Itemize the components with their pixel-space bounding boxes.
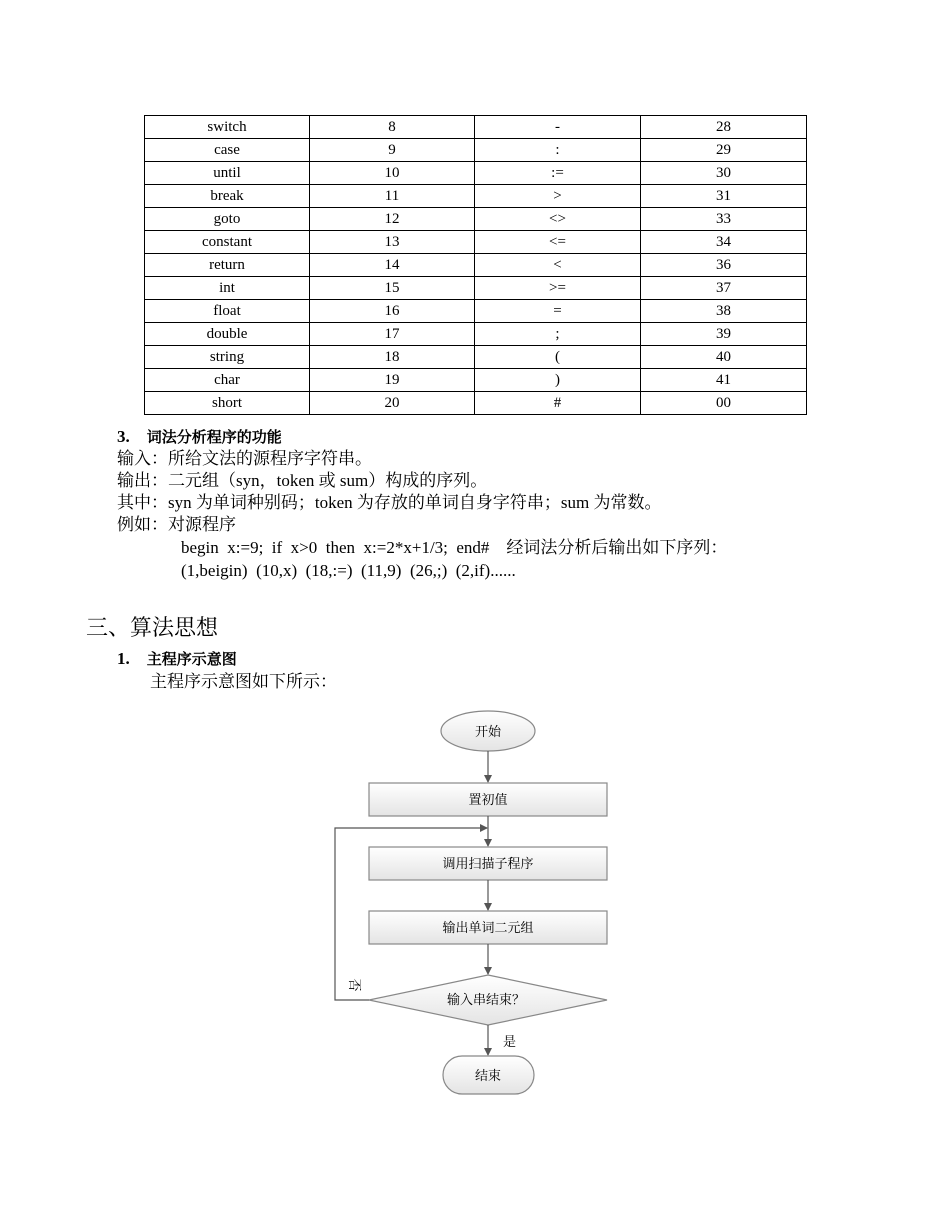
table-cell: 39 — [641, 323, 807, 346]
table-cell: := — [475, 162, 641, 185]
start-label: 开始 — [474, 725, 502, 740]
table-cell: 10 — [310, 162, 475, 185]
table-cell: <> — [475, 208, 641, 231]
table-cell: 28 — [641, 116, 807, 139]
table-cell: # — [475, 392, 641, 415]
table-cell: 34 — [641, 231, 807, 254]
table-cell: < — [475, 254, 641, 277]
table-cell: 20 — [310, 392, 475, 415]
table-cell: 13 — [310, 231, 475, 254]
subsection-title: 主程序示意图 — [146, 650, 237, 668]
table-cell: : — [475, 139, 641, 162]
table-cell: 30 — [641, 162, 807, 185]
table-cell: 8 — [310, 116, 475, 139]
table-cell: <= — [475, 231, 641, 254]
table-cell: - — [475, 116, 641, 139]
output-line: 输出：二元组（syn，token 或 sum）构成的序列。 — [117, 471, 488, 490]
table-cell: = — [475, 300, 641, 323]
part3-title: 三、算法思想 — [86, 616, 219, 641]
example-code: begin x:=9; if x>0 then x:=2*x+1/3; end# 经词法分析后输出如下序列： — [181, 538, 728, 557]
table-cell: 17 — [310, 323, 475, 346]
table-cell: > — [475, 185, 641, 208]
table-cell: 33 — [641, 208, 807, 231]
table-cell: 16 — [310, 300, 475, 323]
call-scan-label: 调用扫描子程序 — [442, 857, 534, 872]
subsection-desc: 主程序示意图如下所示： — [150, 672, 337, 691]
table-cell: until — [145, 162, 310, 185]
section3-heading-text: 词法分析程序的功能 — [146, 428, 282, 446]
table-cell: float — [145, 300, 310, 323]
table-cell: 15 — [310, 277, 475, 300]
yes-label: 是 — [503, 1035, 517, 1050]
table-cell: 38 — [641, 300, 807, 323]
table-cell: >= — [475, 277, 641, 300]
table-cell: 37 — [641, 277, 807, 300]
table-cell: double — [145, 323, 310, 346]
table-cell: short — [145, 392, 310, 415]
table-cell: constant — [145, 231, 310, 254]
where-line: 其中：syn 为单词种别码；token 为存放的单词自身字符串；sum 为常数。 — [117, 493, 662, 512]
table-cell: 29 — [641, 139, 807, 162]
table-cell: 36 — [641, 254, 807, 277]
table-cell: ) — [475, 369, 641, 392]
no-label: 否 — [346, 978, 361, 992]
output-pair-label: 输出单词二元组 — [442, 921, 534, 936]
table-cell: 31 — [641, 185, 807, 208]
table-cell: switch — [145, 116, 310, 139]
decision-label: 输入串结束？ — [446, 993, 526, 1008]
init-label: 置初值 — [468, 793, 508, 808]
table-cell: 40 — [641, 346, 807, 369]
table-cell: 00 — [641, 392, 807, 415]
table-cell: int — [145, 277, 310, 300]
table-cell: return — [145, 254, 310, 277]
section3-heading-num: 3. — [117, 427, 130, 446]
table-cell: string — [145, 346, 310, 369]
table-cell: 11 — [310, 185, 475, 208]
table-cell: char — [145, 369, 310, 392]
end-label: 结束 — [474, 1069, 502, 1084]
table-cell: 9 — [310, 139, 475, 162]
table-cell: break — [145, 185, 310, 208]
table-cell: 18 — [310, 346, 475, 369]
table-cell: 14 — [310, 254, 475, 277]
example-line: 例如：对源程序 — [117, 515, 236, 534]
example-output: (1,beigin) (10,x) (18,:=) (11,9) (26,;) (2,if)...... — [181, 561, 516, 580]
table-cell: ; — [475, 323, 641, 346]
table-cell: ( — [475, 346, 641, 369]
input-line: 输入：所给文法的源程序字符串。 — [117, 449, 372, 468]
table-cell: case — [145, 139, 310, 162]
subsection-num: 1. — [117, 649, 130, 668]
table-cell: goto — [145, 208, 310, 231]
table-cell: 12 — [310, 208, 475, 231]
table-cell: 19 — [310, 369, 475, 392]
table-cell: 41 — [641, 369, 807, 392]
